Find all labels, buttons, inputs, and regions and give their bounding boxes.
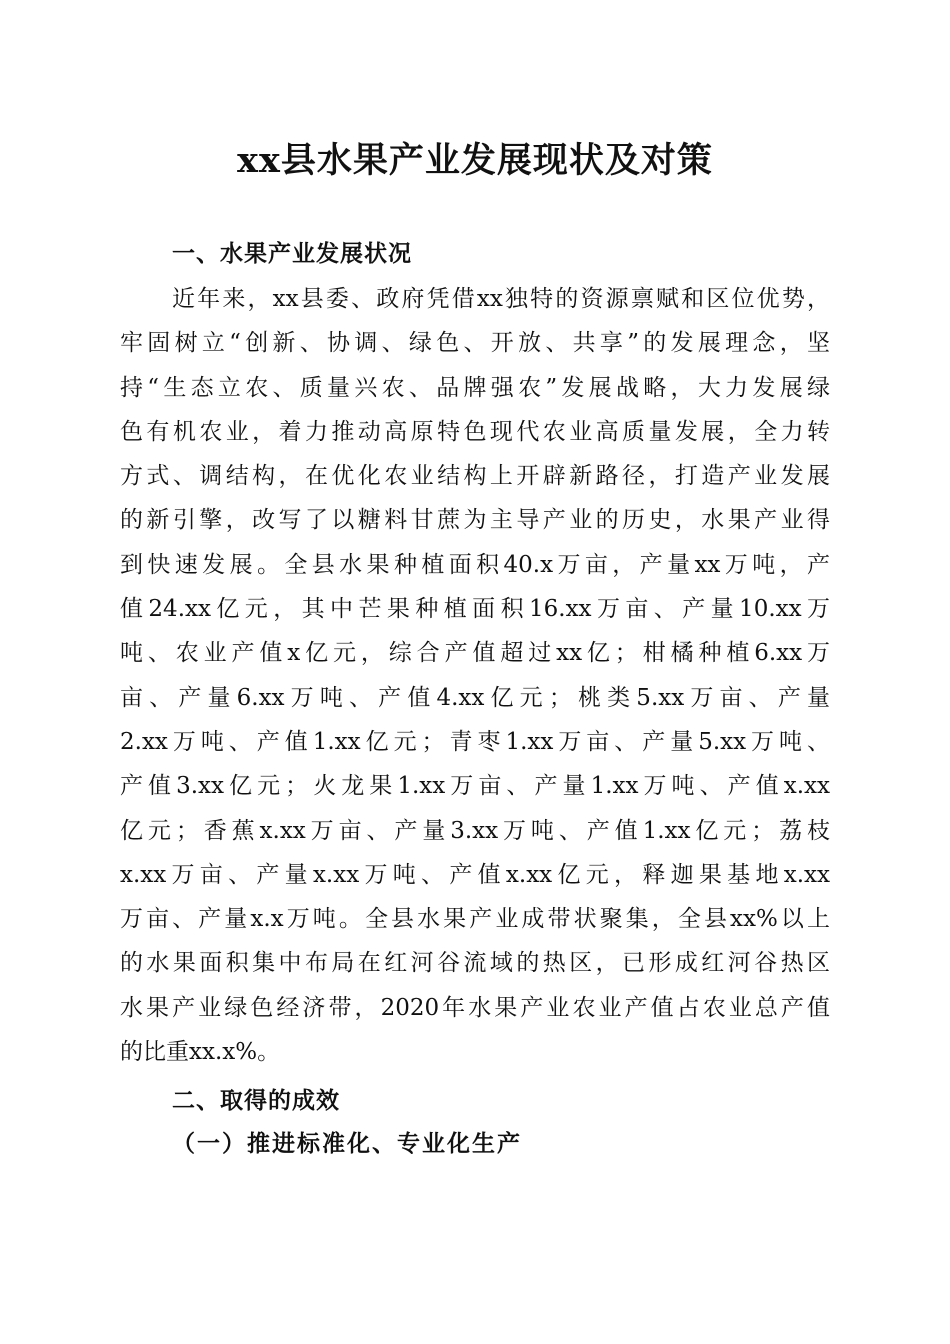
paragraph-line: 牢固树立“创新、协调、绿色、开放、共享”的发展理念，坚: [120, 330, 830, 357]
paragraph-line: 色有机农业，着力推动高原特色现代农业高质量发展，全力转: [120, 418, 830, 445]
section-heading-status: 一、水果产业发展状况: [172, 241, 412, 267]
paragraph-line: 的比重xx.x%。: [120, 1039, 281, 1066]
paragraph-line: 万亩、产量x.x万吨。全县水果产业成带状聚集，全县xx%以上: [120, 906, 830, 933]
paragraph-line: 近年来，xx县委、政府凭借xx独特的资源禀赋和区位优势，: [172, 286, 830, 312]
paragraph-line: x.xx万亩、产量x.xx万吨、产值x.xx亿元，释迦果基地x.xx: [120, 861, 830, 888]
paragraph-line: 值24.xx亿元，其中芒果种植面积16.xx万亩、产量10.xx万: [120, 596, 830, 623]
paragraph-development-status: [120, 277, 830, 1074]
paragraph-line: 亿元；香蕉x.xx万亩、产量3.xx万吨、产值1.xx亿元；荔枝: [120, 817, 830, 844]
paragraph-line: 亩、产量6.xx万吨、产值4.xx亿元；桃类5.xx万亩、产量: [120, 684, 830, 711]
paragraph-line: 的新引擎，改写了以糖料甘蔗为主导产业的历史，水果产业得: [120, 507, 830, 534]
paragraph-line: 吨、农业产值x亿元，综合产值超过xx亿；柑橘种植6.xx万: [120, 640, 830, 667]
section-heading-achievements: 二、取得的成效: [172, 1088, 340, 1114]
document-title: xx县水果产业发展现状及对策: [237, 140, 713, 181]
paragraph-line: 到快速发展。全县水果种植面积40.x万亩，产量xx万吨，产: [120, 551, 830, 578]
paragraph-line: 产值3.xx亿元；火龙果1.xx万亩、产量1.xx万吨、产值x.xx: [120, 773, 830, 800]
paragraph-line: 2.xx万吨、产值1.xx亿元；青枣1.xx万亩、产量5.xx万吨、: [120, 728, 830, 755]
paragraph-line: 水果产业绿色经济带，2020年水果产业农业产值占农业总产值: [120, 994, 830, 1021]
paragraph-line: 方式、调结构，在优化农业结构上开辟新路径，打造产业发展: [120, 463, 830, 490]
paragraph-line: 持“生态立农、质量兴农、品牌强农”发展战略，大力发展绿: [120, 374, 830, 401]
subsection-heading-standardization: （一）推进标准化、专业化生产: [172, 1130, 522, 1157]
paragraph-line: 的水果面积集中布局在红河谷流域的热区，已形成红河谷热区: [120, 950, 830, 977]
